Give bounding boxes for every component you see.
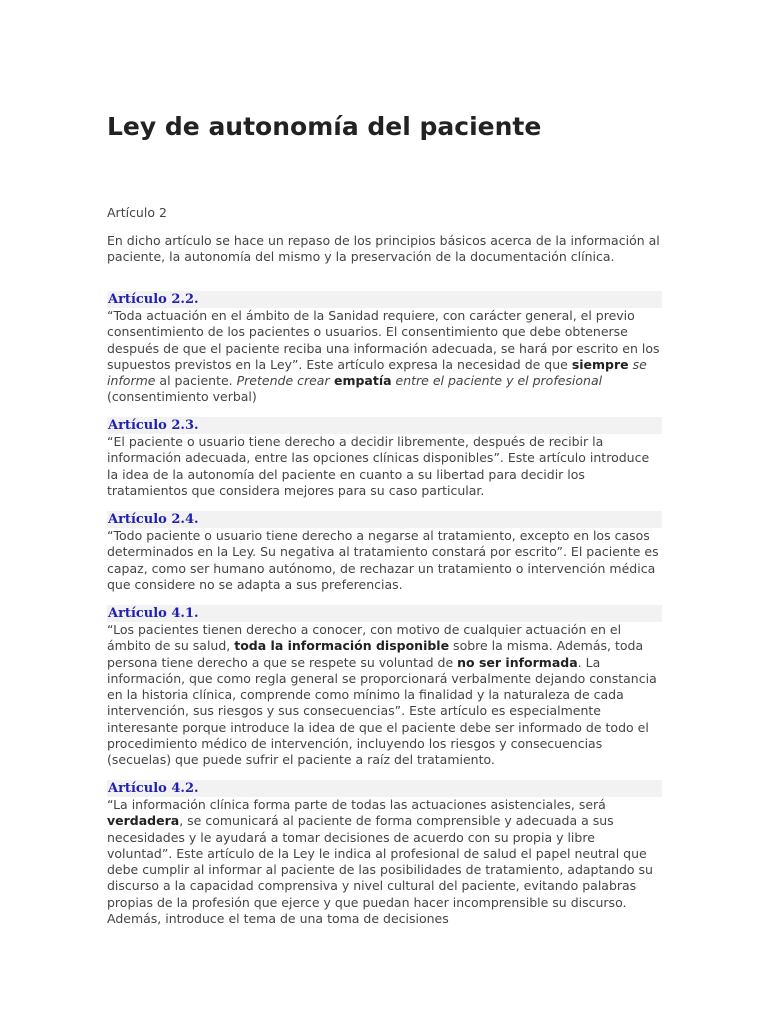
article-body bbox=[107, 308, 662, 406]
article-text: “Los pacientes tienen derecho a conocer, con motivo de cualquier actuación en el ámbito de su salud, bbox=[107, 622, 622, 654]
article-italic-text: Pretende crear bbox=[236, 373, 330, 389]
article-2-4 bbox=[107, 511, 662, 593]
article-text: al paciente. bbox=[155, 373, 237, 389]
article-bold-text: verdadera bbox=[107, 813, 180, 829]
article-heading: Artículo 2.4. bbox=[107, 511, 662, 528]
article-heading: Artículo 4.2. bbox=[107, 780, 662, 797]
article-bold-text: toda la información disponible bbox=[234, 638, 450, 654]
article-2-3 bbox=[107, 417, 662, 499]
article-heading: Artículo 2.2. bbox=[107, 291, 662, 308]
article-bold-text: empatía bbox=[329, 373, 392, 389]
article-heading: Artículo 2.3. bbox=[107, 417, 662, 434]
article-body: “Todo paciente o usuario tiene derecho a negarse al tratamiento, excepto en los casos determinados en la Ley. Su negativa al tratamiento constará por escrito”. El paciente es capaz, como ser humano autónomo, de rechazar un tratamiento o intervención médica que considere no se adapta a sus preferencias. bbox=[107, 528, 659, 592]
article-text: (consentimiento verbal) bbox=[107, 389, 257, 405]
article-heading: Artículo 4.1. bbox=[107, 605, 662, 622]
document-title: Ley de autonomía del paciente bbox=[107, 112, 542, 141]
article-text: “La información clínica forma parte de todas las actuaciones asistenciales, será bbox=[107, 797, 606, 812]
article-text: sobre la misma. Además, toda persona tiene derecho a que se respete su voluntad de bbox=[107, 638, 644, 670]
article-4-2 bbox=[107, 780, 662, 927]
article-body bbox=[107, 797, 662, 927]
article-text: . La información, que como regla general se proporcionará verbalmente dejando constancia en la historia clínica, comprende como mínimo la finalidad y la naturaleza de cada intervención, sus riesgos y sus consecuencias”. Este artículo es especialmente interesante porque introduce la idea de que el paciente debe ser informado de todo el procedimiento médico de intervención, incluyendo los riesgos y consecuencias (secuelas) que puede sufrir el paciente a raíz del tratamiento. bbox=[107, 654, 657, 768]
article-body bbox=[107, 622, 662, 769]
section-subtitle: Artículo 2 bbox=[107, 205, 167, 220]
article-italic-text: se informe bbox=[107, 356, 647, 389]
article-4-1 bbox=[107, 605, 662, 769]
intro-paragraph: En dicho artículo se hace un repaso de los principios básicos acerca de la información al paciente, la autonomía del mismo y la preservación de la documentación clínica. bbox=[107, 233, 660, 264]
article-italic-text: entre el paciente y el profesional bbox=[391, 373, 603, 389]
article-text: “Toda actuación en el ámbito de la Sanidad requiere, con carácter general, el previo consentimiento de los pacientes o usuarios. El consentimiento que debe obtenerse después de que el paciente reciba una información adecuada, se hará por escrito en los supuestos previstos en la Ley”. Este artículo expresa la necesidad de que bbox=[107, 308, 660, 372]
article-body: “El paciente o usuario tiene derecho a decidir libremente, después de recibir la información adecuada, entre las opciones clínicas disponibles”. Este artículo introduce la idea de la autonomía del paciente en cuanto a su libertad para decidir los tratamientos que considera mejores para su caso particular. bbox=[107, 434, 650, 498]
article-bold-text: no ser informada bbox=[457, 654, 578, 670]
article-text: , se comunicará al paciente de forma comprensible y adecuada a sus necesidades y le ayudará a tomar decisiones de acuerdo con su propia y libre voluntad”. Este artículo de la Ley le indica al profesional de salud el papel neutral que debe cumplir al informar al paciente de las posibilidades de tratamiento, adaptando su discurso a la capacidad comprensiva y nivel cultural del paciente, evitando palabras propias de la profesión que ejerce y que puedan hacer incomprensible su discurso. Además, introduce el tema de una toma de decisiones bbox=[107, 813, 653, 927]
article-bold-text: siempre bbox=[571, 356, 629, 372]
article-2-2 bbox=[107, 291, 662, 406]
